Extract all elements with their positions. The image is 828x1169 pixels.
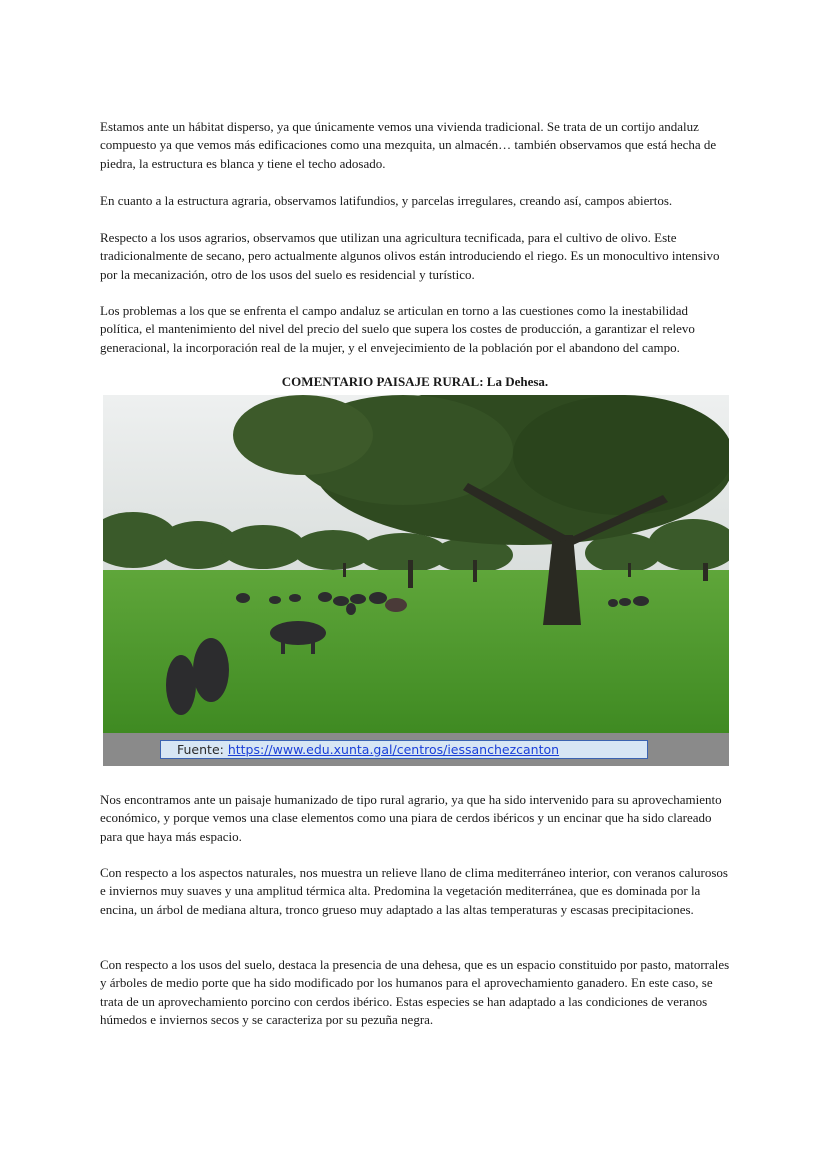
paragraph-problemas: Los problemas a los que se enfrenta el campo andaluz se articulan en torno a las cuestiones como la inestabilidad política, el mantenimiento del nivel del precio del suelo que supera los costes de producción, a garantizar el relevo generacional, la incorporación real de la mujer, y el envejecimiento de la población por el abandono del campo. bbox=[100, 303, 695, 355]
caption-prefix: Fuente: bbox=[177, 742, 228, 757]
dehesa-illustration bbox=[103, 395, 729, 733]
paragraph-usos-suelo: Con respecto a los usos del suelo, destaca la presencia de una dehesa, que es un espacio constituido por pasto, matorrales y árboles de medio porte que ha sido modificado por los humanos para el aprovechamiento ganadero. En este caso, se trata de un aprovechamiento porcino con cerdos ibérico. Estas especies se han adaptado a las condiciones de veranos húmedos e inviernos secos y se caracteriza por su pezuña negra. bbox=[100, 957, 730, 1027]
paragraph-estructura-agraria: En cuanto a la estructura agraria, observamos latifundios, y parcelas irregulares, creando así, campos abiertos. bbox=[100, 193, 673, 208]
paragraph-paisaje-humanizado: Nos encontramos ante un paisaje humanizado de tipo rural agrario, ya que ha sido intervenido para su aprovechamiento económico, y porque vemos una clase elementos como una piara de cerdos ibéricos y un encinar que ha sido clareado para que haya más espacio. bbox=[100, 792, 722, 844]
paragraph-cortijo: Estamos ante un hábitat disperso, ya que únicamente vemos una vivienda tradicional. Se trata de un cortijo andaluz compuesto ya que vemos más edificaciones como una mezquita, un almacén… también observamos que está hecha de piedra, la estructura es blanca y tiene el techo adosado. bbox=[100, 119, 717, 171]
source-link[interactable]: https://www.edu.xunta.gal/centros/iessanchezcanton bbox=[227, 742, 560, 757]
section-heading: COMENTARIO PAISAJE RURAL: La Dehesa. bbox=[281, 374, 549, 389]
dehesa-photo bbox=[103, 395, 729, 766]
photo-source-caption bbox=[160, 740, 648, 759]
paragraph-usos-agrarios: Respecto a los usos agrarios, observamos que utilizan una agricultura tecnificada, para el cultivo de olivo. Este tradicionalmente de secano, pero actualmente algunos olivos están introduciendo el riego. Es un monocultivo intensivo por la mecanización, otro de los usos del suelo es residencial y turístico. bbox=[100, 230, 720, 282]
paragraph-aspectos-naturales: Con respecto a los aspectos naturales, nos muestra un relieve llano de clima mediterráneo interior, con veranos calurosos e inviernos muy suaves y una amplitud térmica alta. Predomina la vegetación mediterránea, que es dominada por la encina, un árbol de mediana altura, tronco grueso muy adaptado a las altas temperaturas y escasas precipitaciones. bbox=[100, 865, 728, 917]
